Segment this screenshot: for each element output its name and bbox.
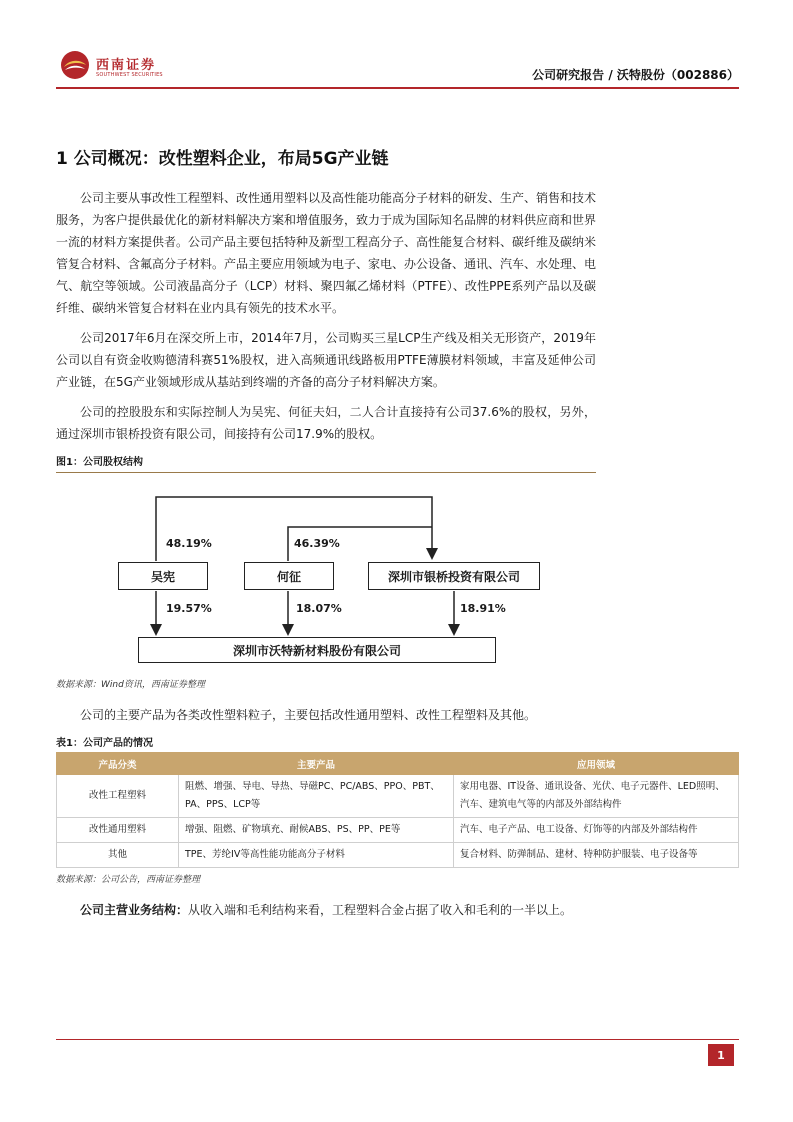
business-structure-label: 公司主营业务结构： <box>80 903 189 917</box>
cell-products: 增强、阻燃、矿物填充、耐候ABS、PS、PP、PE等 <box>179 818 454 843</box>
page-header <box>56 44 739 88</box>
business-structure-text: 从收入端和毛利结构来看，工程塑料合金占据了收入和毛利的一半以上。 <box>188 903 573 917</box>
product-table <box>56 752 739 868</box>
table-row <box>57 843 739 868</box>
percent-wu-to-yinqiao: 48.19% <box>166 537 212 550</box>
footer-divider <box>56 1039 739 1040</box>
figure-source: 数据来源：Wind资讯，西南证券整理 <box>56 680 205 690</box>
logo-text-cn: 西南证券 <box>96 58 157 73</box>
table-row <box>57 818 739 843</box>
logo-text-en: SOUTHWEST SECURITIES <box>96 72 163 78</box>
percent-he-to-company: 18.07% <box>296 602 342 615</box>
column-header-applications: 应用领域 <box>454 753 739 775</box>
table-row <box>57 775 739 818</box>
column-header-products: 主要产品 <box>179 753 454 775</box>
table-source: 数据来源：公司公告，西南证券整理 <box>56 875 201 885</box>
paragraph-shareholders: 公司的控股股东和实际控制人为吴宪、何征夫妇，二人合计直接持有公司37.6%的股权，另外，通过深圳市银桥投资有限公司，间接持有公司17.9%的股权。 <box>56 405 596 441</box>
cell-category: 其他 <box>57 843 179 868</box>
node-he-zheng: 何征 <box>244 562 334 590</box>
cell-products: TPE、芳纶IV等高性能功能高分子材料 <box>179 843 454 868</box>
section-title: 1 公司概况：改性塑料企业，布局5G产业链 <box>56 149 389 169</box>
cell-applications: 汽车、电子产品、电工设备、灯饰等的内部及外部结构件 <box>454 818 739 843</box>
link-wu-to-yinqiao <box>156 497 432 561</box>
paragraph-business-structure <box>56 899 596 921</box>
cell-category: 改性通用塑料 <box>57 818 179 843</box>
column-header-category: 产品分类 <box>57 753 179 775</box>
main-content <box>56 144 725 929</box>
logo-icon <box>60 50 90 80</box>
paragraph-main-products: 公司的主要产品为各类改性塑料粒子，主要包括改性通用塑料、改性工程塑料及其他。 <box>80 708 537 722</box>
percent-wu-to-company: 19.57% <box>166 602 212 615</box>
node-wu-xian: 吴宪 <box>118 562 208 590</box>
cell-applications: 家用电器、IT设备、通讯设备、光伏、电子元器件、LED照明、汽车、建筑电气等的内部及外部结构件 <box>454 775 739 818</box>
cell-category: 改性工程塑料 <box>57 775 179 818</box>
paragraph-company-business: 公司主要从事改性工程塑料、改性通用塑料以及高性能功能高分子材料的研发、生产、销售和技术服务，为客户提供最优化的新材料解决方案和增值服务，致力于成为国际知名品牌的材料供应商和世界一流的材料方案提供者。公司产品主要包括特种及新型工程高分子、高性能复合材料、碳纤维及碳纳米管复合材料、含氟高分子材料。产品主要应用领域为电子、家电、办公设备、通讯、汽车、水处理、电气、航空等领域。公司液晶高分子（LCP）材料、聚四氟乙烯材料（PTFE）、改性PPE系列产品以及碳纤维、碳纳米管复合材料在业内具有领先的技术水平。 <box>56 191 597 315</box>
company-logo <box>56 48 176 84</box>
table-title: 表1：公司产品的情况 <box>56 738 153 749</box>
node-yinqiao-investment: 深圳市银桥投资有限公司 <box>368 562 540 590</box>
report-header-title: 公司研究报告 / 沃特股份（002886） <box>532 68 739 82</box>
cell-products: 阻燃、增强、导电、导热、导磁PC、PC/ABS、PPO、PBT、PA、PPS、LCP等 <box>179 775 454 818</box>
table-header-row <box>57 753 739 775</box>
figure-title: 图1：公司股权结构 <box>56 453 596 473</box>
page-number: 1 <box>708 1044 734 1066</box>
cell-applications: 复合材料、防弹制品、建材、特种防护服装、电子设备等 <box>454 843 739 868</box>
header-divider <box>56 87 739 89</box>
node-wote-company: 深圳市沃特新材料股份有限公司 <box>138 637 496 663</box>
paragraph-company-history: 公司2017年6月在深交所上市，2014年7月，公司购买三星LCP生产线及相关无形资产，2019年公司以自有资金收购德清科赛51%股权，进入高频通讯线路板用PTFE薄膜材料领域，丰富及延伸公司产业链，在5G产业领域形成从基站到终端的齐备的高分子材料解决方案。 <box>56 331 596 389</box>
percent-yinqiao-to-company: 18.91% <box>460 602 506 615</box>
equity-structure-diagram <box>56 475 596 675</box>
percent-he-to-yinqiao: 46.39% <box>294 537 340 550</box>
